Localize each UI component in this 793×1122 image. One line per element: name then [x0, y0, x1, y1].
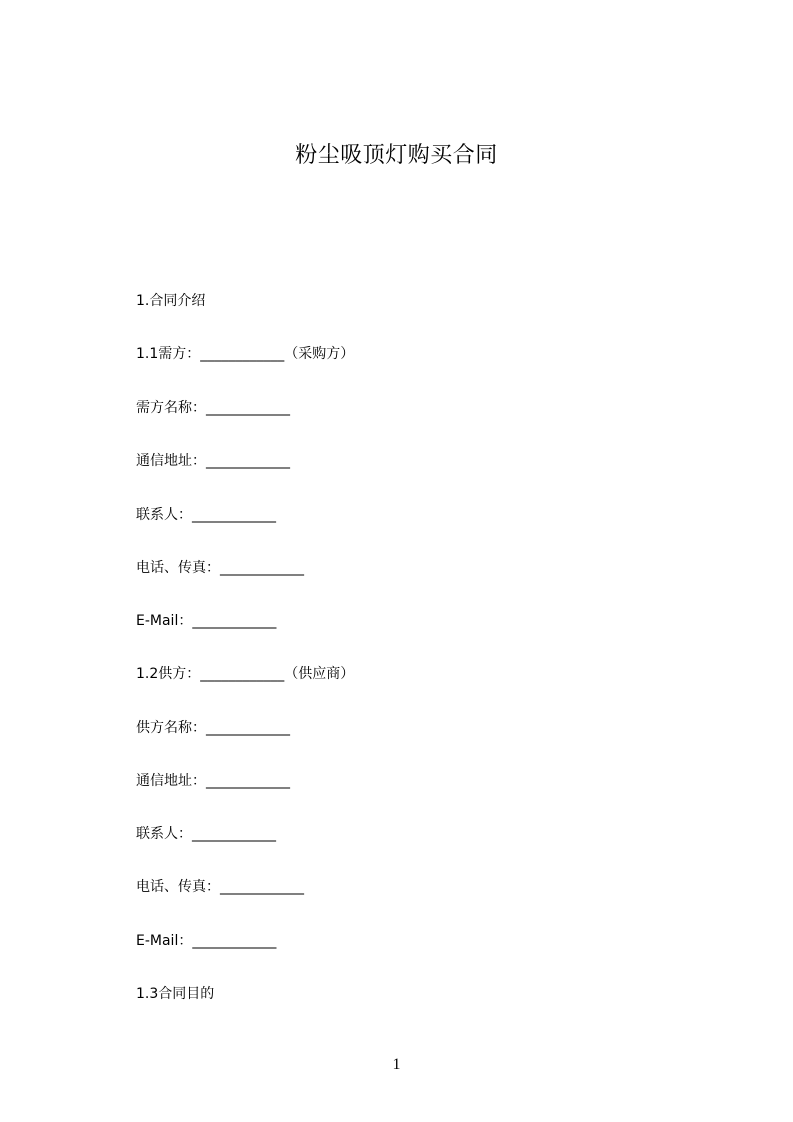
supplier-contact-line: 联系人：____________ — [136, 826, 276, 842]
page-number: 1 — [392, 1056, 401, 1073]
section-heading-contract-intro: 1.合同介绍 — [136, 293, 206, 309]
buyer-name-line: 需方名称：____________ — [136, 400, 290, 416]
buyer-address-line: 通信地址：____________ — [136, 453, 290, 469]
supplier-email-line: E-Mail：____________ — [136, 933, 277, 949]
buyer-email-line: E-Mail：____________ — [136, 613, 277, 629]
supplier-line: 1.2供方：____________（供应商） — [136, 666, 355, 682]
buyer-contact-line: 联系人：____________ — [136, 507, 276, 523]
section-heading-contract-purpose: 1.3合同目的 — [136, 986, 215, 1002]
supplier-address-line: 通信地址：____________ — [136, 773, 290, 789]
supplier-name-line: 供方名称：____________ — [136, 720, 290, 736]
document-title: 粉尘吸顶灯购买合同 — [295, 143, 498, 168]
supplier-phone-fax-line: 电话、传真：____________ — [136, 879, 304, 895]
buyer-line: 1.1需方：____________（采购方） — [136, 346, 355, 362]
buyer-phone-fax-line: 电话、传真：____________ — [136, 560, 304, 576]
